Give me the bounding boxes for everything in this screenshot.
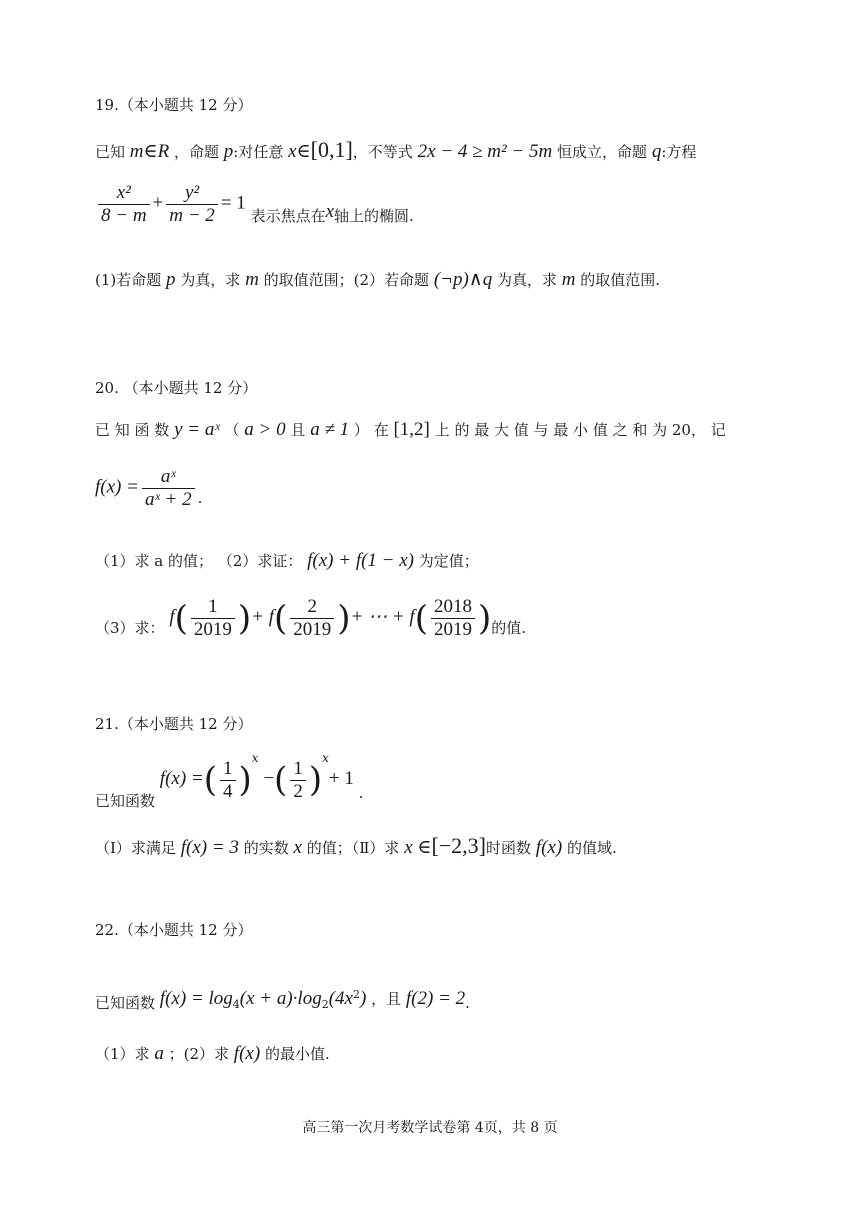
q21-text: 的实数 [243, 839, 289, 857]
q21-text: 的值域. [566, 839, 617, 857]
q19-interval: [0,1] [310, 137, 353, 162]
denominator: 2 [293, 780, 303, 802]
q19-math: p [166, 269, 176, 290]
q20-line1 [95, 420, 726, 440]
q19-text: 的取值范围. [580, 271, 661, 289]
q19-text: ，命题 [173, 143, 219, 161]
q20-fraction [431, 596, 475, 641]
q19-text: 表示焦点在 [250, 206, 326, 225]
q20-math: + ⋯ + f [350, 606, 415, 628]
q19-math: m [561, 269, 576, 290]
q20-math: f [169, 606, 175, 628]
q22-line2 [95, 1044, 330, 1064]
q19-heading: 19.（本小题共 12 分） [95, 96, 253, 114]
q20-text: ） 在 [353, 421, 389, 439]
q22-math: (x + a)·log [239, 988, 322, 1009]
q22-heading: 22.（本小题共 12 分） [95, 921, 253, 939]
q22-text: 的最小值. [264, 1045, 330, 1063]
q21-line2 [95, 833, 617, 858]
q21-interval: [−2,3] [431, 833, 486, 858]
q20-fraction [290, 596, 334, 641]
denominator: 8 − m [101, 205, 147, 226]
q20-math: a > 0 [244, 419, 286, 440]
q20-text: 且 [290, 421, 306, 439]
q20-fraction [142, 466, 195, 511]
q21-text: . [358, 784, 364, 802]
equals: = 1 [220, 192, 246, 214]
numerator: 2 [290, 596, 334, 619]
numerator: y² [166, 182, 218, 205]
q22-line1 [95, 985, 470, 1015]
q19-text: 已知 [95, 143, 126, 161]
q20-heading: 20. （本小题共 12 分） [95, 379, 258, 397]
q22-text: （1）求 [95, 1045, 150, 1063]
q22-math: f(x) = log [159, 988, 233, 1009]
q20-text: （3）求： [95, 618, 165, 637]
denominator: m − 2 [169, 205, 215, 226]
q22-text: ；(2）求 [168, 1045, 230, 1063]
numerator: 2018 [431, 596, 475, 619]
q20-math: + f [251, 606, 274, 628]
q19-fraction [98, 182, 150, 227]
q20-math: a ≠ 1 [310, 419, 350, 440]
q21-math: f(x) [535, 837, 563, 858]
q19-math: m [245, 269, 259, 290]
q22-math: (4x [328, 988, 353, 1009]
q20-fraction [191, 596, 235, 641]
q19-text: 为真，求 [496, 271, 557, 289]
q19-math: m∈R [129, 141, 170, 162]
q20-line3 [95, 551, 479, 571]
q19-fraction [166, 182, 218, 227]
q22-text: . [465, 994, 470, 1012]
q19-line2 [95, 182, 414, 227]
denominator: 4 [223, 780, 233, 802]
q20-line2 [95, 466, 202, 511]
denominator: aˣ + 2 [144, 489, 192, 510]
denominator: 2019 [193, 619, 232, 640]
q19-math: p [223, 141, 234, 162]
q20-text: （1）求 a 的值； （2）求证： [95, 552, 303, 570]
q19-line3 [95, 270, 660, 290]
q22-text: 已知函数 [95, 994, 156, 1012]
q20-text: 的值. [491, 618, 527, 637]
q22-math: f(2) = 2 [405, 988, 466, 1009]
q20-text: 为定值； [418, 552, 479, 570]
q21-math: x ∈ [404, 837, 432, 858]
q20-text: 已 知 函 数 [95, 421, 170, 439]
q20-text: 上 的 最 大 值 与 最 小 值 之 和 为 20， 记 [434, 421, 726, 439]
q19-text: 恒成立，命题 [557, 143, 648, 161]
numerator: aˣ [142, 466, 195, 489]
denominator: 2019 [433, 619, 472, 640]
q19-math: q [651, 141, 662, 162]
q21-math: x [293, 837, 302, 858]
exponent: 2 [352, 988, 360, 1001]
q19-math: (¬p)∧q [433, 269, 493, 290]
q21-text: 的值；（Ⅱ）求 [306, 839, 400, 857]
q22-math: f(x) [233, 1043, 261, 1064]
q21-math: f(x) = 3 [180, 837, 239, 858]
q19-text: 的取值范围；(2）若命题 [263, 271, 430, 289]
q21-math: f(x) = [159, 768, 204, 789]
q21-text: （Ⅰ）求满足 [95, 839, 176, 857]
exponent: x [251, 751, 259, 765]
q19-text: (1)若命题 [95, 271, 162, 289]
q19-line1 [95, 137, 697, 162]
q22-math: a [154, 1043, 164, 1064]
numerator: 1 [191, 596, 235, 619]
q19-text: ，不等式 [352, 143, 413, 161]
q19-math: x∈ [288, 141, 311, 162]
q21-math: + 1 [328, 768, 354, 789]
denominator: 2019 [293, 619, 332, 640]
q21-text: 时函数 [486, 839, 532, 857]
log-base: 4 [232, 998, 240, 1011]
q19-inequality: 2x − 4 ≥ m² − 5m [417, 141, 553, 162]
q20-interval: [1,2] [393, 419, 430, 440]
minus-sign: − [263, 768, 275, 789]
numerator: 1 [290, 758, 306, 781]
exponent: x [322, 751, 329, 765]
q21-text: 已知函数 [95, 792, 156, 810]
plus-sign: + [152, 192, 164, 214]
q22-text: ，且 [371, 990, 402, 1008]
q19-text: 为真，求 [180, 271, 241, 289]
q20-math: y = aˣ [174, 419, 220, 440]
q19-text: :对任意 [233, 143, 284, 161]
q19-text: :方程 [661, 143, 697, 161]
q20-math: f(x) = [95, 476, 139, 498]
q19-math: x [325, 200, 335, 222]
q20-math: f(x) + f(1 − x) [307, 550, 414, 571]
q20-text: . [197, 488, 203, 507]
numerator: x² [98, 182, 150, 205]
q20-text: （ [224, 421, 240, 439]
q21-fraction [290, 758, 306, 803]
log-base: 2 [321, 998, 329, 1011]
q19-text: 轴上的椭圆. [334, 206, 414, 225]
q21-line1: 已知函数 f(x) =( $\frac{1}{4}$ )$^x$ −( $\frac{1}{2}$ )$^x$+ 1 . [95, 751, 364, 810]
q21-heading: 21.（本小题共 12 分） [95, 715, 253, 733]
q21-fraction [220, 758, 236, 803]
page-footer: 高三第一次月考数学试卷第 4页，共 8 页 [302, 1120, 558, 1136]
q20-line4: （3）求： f( $\frac{1}{2019}$ )+ f( $\frac{2}{2019}$ )+ ⋯ + f( $\frac{2018}{2019}$ )的值. [95, 596, 527, 640]
numerator: 1 [220, 758, 236, 781]
q22-math: ) [359, 988, 367, 1009]
